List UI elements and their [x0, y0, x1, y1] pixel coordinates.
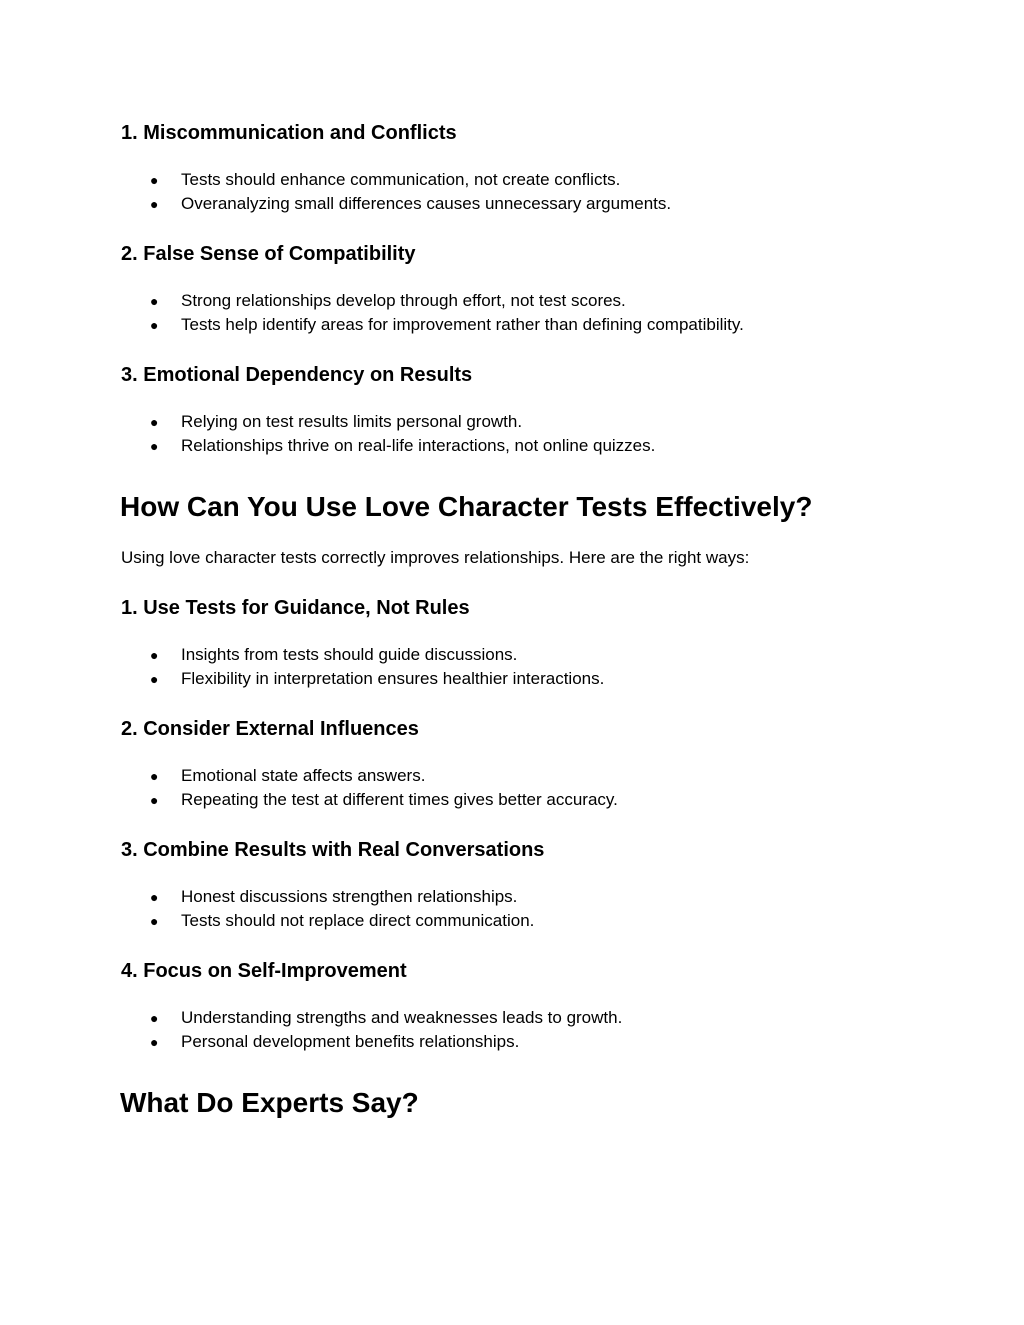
bullet: ● [150, 671, 159, 687]
list-item-text: Overanalyzing small differences causes unnecessary arguments. [181, 194, 672, 213]
list-item-text: Flexibility in interpretation ensures healthier interactions. [181, 669, 605, 688]
page-heading: How Can You Use Love Character Tests Effectively? [120, 491, 813, 522]
section-heading: 3. Emotional Dependency on Results [121, 364, 473, 386]
section-heading: 4. Focus on Self-Improvement [121, 960, 407, 982]
section-heading: 3. Combine Results with Real Conversations [121, 839, 545, 861]
list-item-text: Tests help identify areas for improvement rather than defining compatibility. [181, 315, 744, 334]
bullet: ● [150, 913, 159, 929]
list-item-text: Relationships thrive on real-life interactions, not online quizzes. [181, 436, 656, 455]
bullet: ● [150, 647, 159, 663]
bullet: ● [150, 293, 159, 309]
section-heading: 2. False Sense of Compatibility [121, 243, 416, 265]
section-heading: 1. Use Tests for Guidance, Not Rules [121, 597, 470, 619]
bullet: ● [150, 196, 159, 212]
section-heading: 2. Consider External Influences [121, 718, 419, 740]
list-item-text: Insights from tests should guide discussions. [181, 645, 518, 664]
bullet: ● [150, 792, 159, 808]
page-heading: What Do Experts Say? [120, 1087, 419, 1118]
list-item-text: Relying on test results limits personal growth. [181, 412, 523, 431]
list-item-text: Understanding strengths and weaknesses leads to growth. [181, 1008, 623, 1027]
list-item-text: Strong relationships develop through effort, not test scores. [181, 291, 626, 310]
bullet: ● [150, 1010, 159, 1026]
bullet: ● [150, 172, 159, 188]
bullet: ● [150, 768, 159, 784]
section-heading: 1. Miscommunication and Conflicts [121, 122, 457, 144]
bullet: ● [150, 1034, 159, 1050]
list-item-text: Repeating the test at different times gives better accuracy. [181, 790, 618, 809]
list-item-text: Tests should not replace direct communication. [181, 911, 535, 930]
intro-paragraph: Using love character tests correctly improves relationships. Here are the right ways: [121, 548, 750, 567]
list-item-text: Emotional state affects answers. [181, 766, 426, 785]
bullet: ● [150, 438, 159, 454]
list-item-text: Personal development benefits relationships. [181, 1032, 520, 1051]
bullet: ● [150, 414, 159, 430]
list-item-text: Honest discussions strengthen relationships. [181, 887, 518, 906]
list-item-text: Tests should enhance communication, not create conflicts. [181, 170, 621, 189]
bullet: ● [150, 889, 159, 905]
bullet: ● [150, 317, 159, 333]
